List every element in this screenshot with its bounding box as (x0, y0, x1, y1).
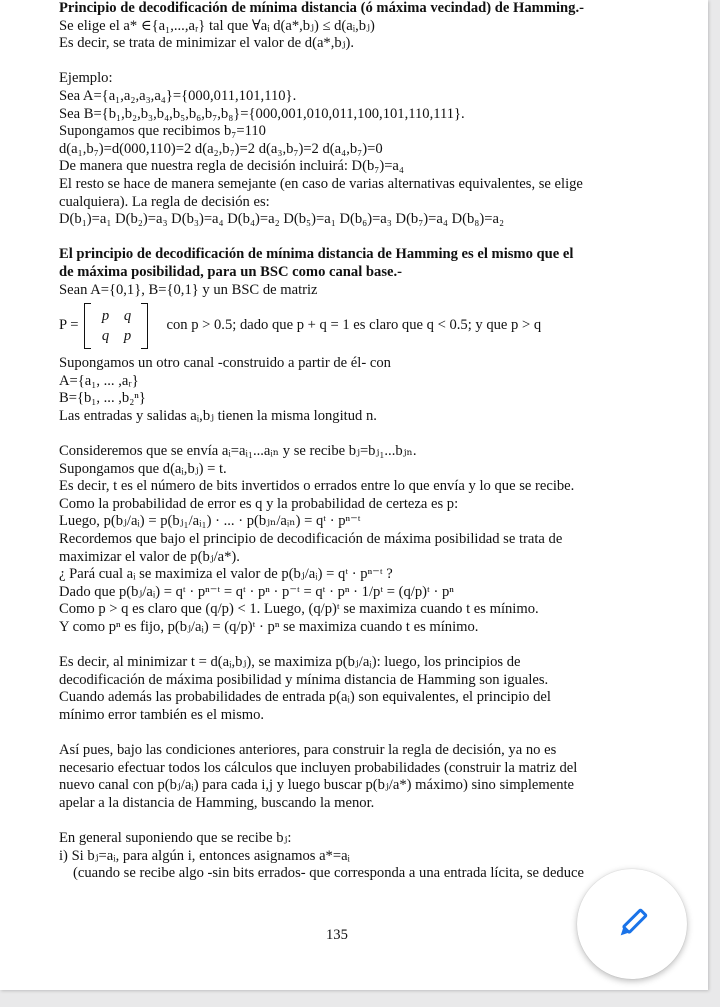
matrix-definition-line (59, 301, 671, 351)
text-line: Sea B={b₁,b₂,b₃,b₄,b₅,b₆,b₇,b₈}={000,001,010,011,100,101,110,111}. (59, 105, 465, 122)
matrix-cell: p (123, 328, 132, 345)
matrix-label: P = (59, 317, 79, 334)
text-line: Así pues, bajo las condiciones anteriores, para construir la regla de decisión, ya no es (59, 742, 557, 759)
text-line: Dado que p(bⱼ/aᵢ) = qᵗ · pⁿ⁻ᵗ = qᵗ · pⁿ · p⁻ᵗ = qᵗ · pⁿ · 1/pᵗ = (q/p)ᵗ · pⁿ (59, 583, 454, 600)
document-body (59, 0, 671, 883)
text-line: apelar a la distancia de Hamming, buscando la menor. (59, 794, 375, 811)
text-line: ¿ Pará cual aᵢ se maximiza el valor de p(bⱼ/aᵢ) = qᵗ · pⁿ⁻ᵗ ? (59, 566, 393, 583)
text-line: Consideremos que se envía aᵢ=aᵢ₁...aᵢₙ y se recibe bⱼ=bⱼ₁...bⱼₙ. (59, 443, 417, 460)
text-line: Supongamos que d(aᵢ,bⱼ) = t. (59, 460, 227, 477)
pencil-edit-icon (612, 904, 652, 944)
text-line: Es decir, t es el número de bits invertidos o errados entre lo que envía y lo que se recibe. (59, 478, 575, 495)
blank-line (59, 813, 671, 831)
text-line: maximizar el valor de p(bⱼ/a*). (59, 548, 240, 565)
text-line: (cuando se recibe algo -sin bits errados- que corresponda a una entrada lícita, se deduce (73, 865, 584, 882)
text-line: En general suponiendo que se recibe bⱼ: (59, 830, 292, 847)
section-heading-line: Principio de decodificación de mínima distancia (ó máxima vecindad) de Hamming.- (59, 0, 584, 16)
text-line: cualquiera). La regla de decisión es: (59, 193, 270, 210)
text-line: Luego, p(bⱼ/aᵢ) = p(bⱼ₁/aᵢ₁) · ... · p(bⱼₙ/aᵢₙ) = qᵗ · pⁿ⁻ᵗ (59, 513, 361, 530)
text-line: B={b₁, ... ,b₂ⁿ} (59, 390, 146, 407)
blank-line (59, 53, 671, 71)
matrix-right-bracket (141, 303, 148, 349)
text-line: Y como pⁿ es fijo, p(bⱼ/aᵢ) = (q/p)ᵗ · pⁿ se maximiza cuando t es mínimo. (59, 619, 479, 635)
text-line: Sea A={a₁,a₂,a₃,a₄}={000,011,101,110}. (59, 87, 297, 104)
text-line: Se elige el a* ∈{a₁,...,aᵣ} tal que ∀aᵢ d(a*,bⱼ) ≤ d(aᵢ,bⱼ) (59, 17, 375, 34)
matrix-cell: p (101, 308, 110, 325)
matrix-cell: q (123, 308, 132, 325)
blank-line (59, 637, 671, 655)
text-line: d(a₁,b₇)=d(000,110)=2 d(a₂,b₇)=2 d(a₃,b₇)=2 d(a₄,b₇)=0 (59, 140, 383, 157)
section-heading-line: El principio de decodificación de mínima distancia de Hamming es el mismo que el (59, 246, 574, 263)
text-line: Cuando además las probabilidades de entrada p(aᵢ) son equivalentes, el principio del (59, 689, 551, 706)
text-line: i) Si bⱼ=aᵢ, para algún i, entonces asignamos a*=aᵢ (59, 847, 350, 864)
text-line: decodificación de máxima posibilidad y mínima distancia de Hamming son iguales. (59, 671, 549, 688)
page-number: 135 (326, 927, 348, 943)
edit-fab-button[interactable] (577, 869, 687, 979)
text-line: Las entradas y salidas aᵢ,bⱼ tienen la misma longitud n. (59, 407, 377, 424)
text-line: necesario efectuar todos los cálculos que incluyen probabilidades (construir la matriz del (59, 759, 578, 776)
section-heading-line: de máxima posibilidad, para un BSC como canal base.- (59, 263, 403, 280)
text-line: A={a₁, ... ,aᵣ} (59, 372, 139, 389)
text-line: Supongamos un otro canal -construido a partir de él- con (59, 355, 391, 372)
text-line: Es decir, se trata de minimizar el valor de d(a*,bⱼ). (59, 35, 355, 52)
text-line: Supongamos que recibimos b₇=110 (59, 123, 266, 140)
matrix-condition: con p > 0.5; dado que p + q = 1 es claro que q < 0.5; y que p > q (166, 317, 542, 334)
text-line: D(b₁)=a₁ D(b₂)=a₃ D(b₃)=a₄ D(b₄)=a₂ D(b₅)=a₁ D(b₆)=a₃ D(b₇)=a₄ D(b₈)=a₂ (59, 211, 505, 228)
text-line: Como p > q es claro que (q/p) < 1. Luego, (q/p)ᵗ se maximiza cuando t es mínimo. (59, 601, 539, 618)
blank-line (59, 425, 671, 443)
text-line: nuevo canal con p(bⱼ/aᵢ) para cada i,j y luego buscar p(bⱼ/a*) máximo) sino simplemente (59, 777, 575, 794)
matrix-cell: q (101, 328, 110, 345)
blank-line (59, 229, 671, 247)
text-line: mínimo error también es el mismo. (59, 706, 265, 723)
text-line: Como la probabilidad de error es q y la probabilidad de certeza es p: (59, 495, 459, 512)
matrix-left-bracket (84, 303, 91, 349)
text-line: Recordemos que bajo el principio de decodificación de máxima posibilidad se trata de (59, 531, 563, 548)
text-line: Es decir, al minimizar t = d(aᵢ,bⱼ), se maximiza p(bⱼ/aᵢ): luego, los principios de (59, 654, 521, 671)
text-line: De manera que nuestra regla de decisión incluirá: D(b₇)=a₄ (59, 158, 404, 175)
text-line: Sean A={0,1}, B={0,1} y un BSC de matriz (59, 281, 318, 298)
text-line: El resto se hace de manera semejante (en caso de varias alternativas equivalentes, se elige (59, 175, 583, 192)
blank-line (59, 725, 671, 743)
text-line: Ejemplo: (59, 70, 113, 87)
channel-matrix (84, 303, 148, 349)
